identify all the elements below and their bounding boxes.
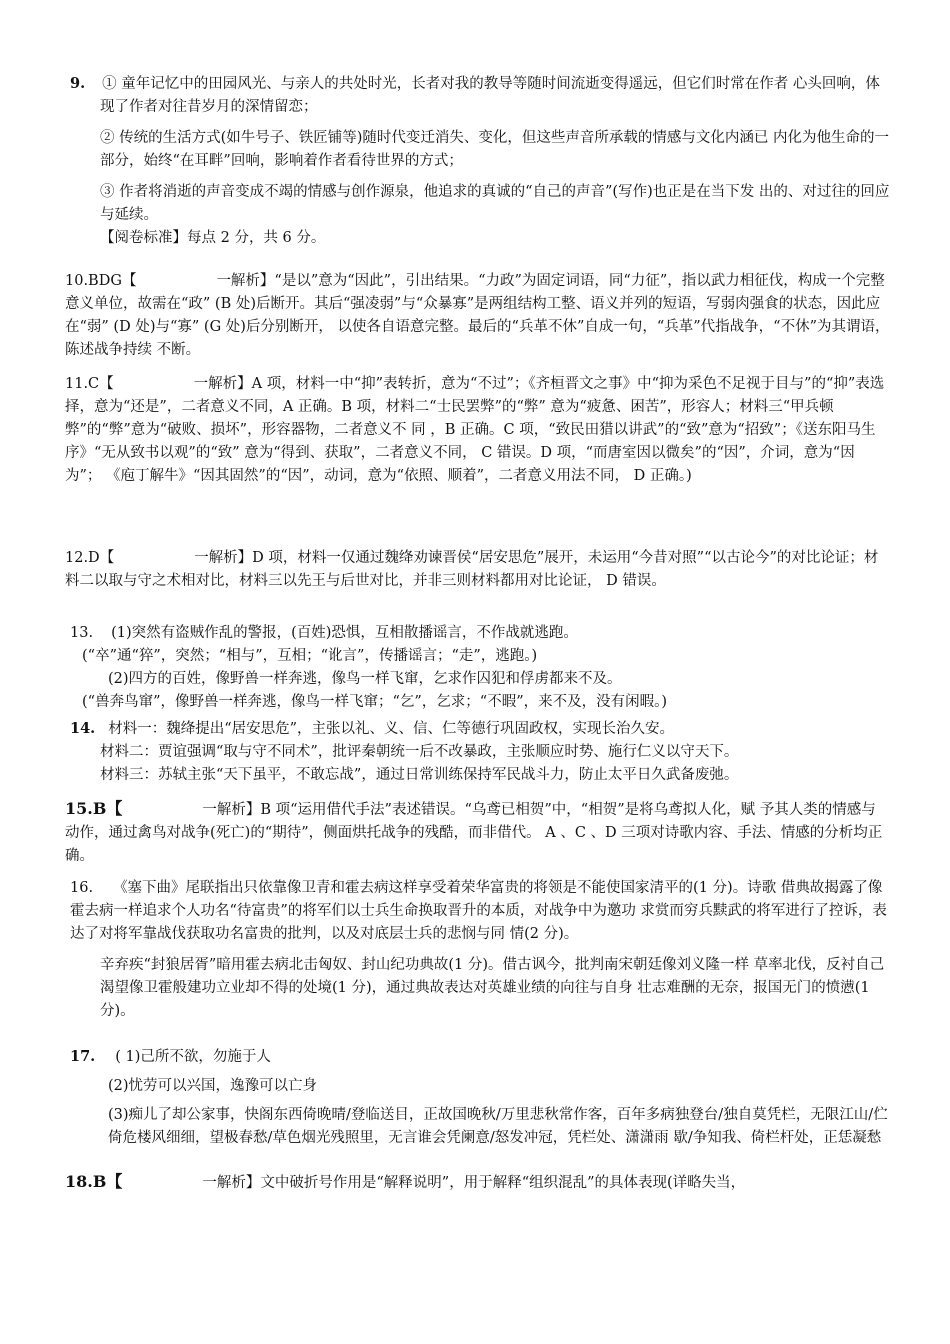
- material-2: 材料二：贾谊强调“取与守不同术”，批评秦朝统一后不改暴政，主张顺应时势、施行仁义以守天下。: [100, 744, 739, 760]
- question-number: 15.B: [65, 799, 107, 818]
- answer-point-3: ③ 作者将消逝的声音变成不竭的情感与创作源泉，他追求的真诚的“自己的声音”(写作)也正是在当下发 出的、对过往的回应与延续。: [100, 184, 890, 223]
- bracket: 【: [106, 1172, 123, 1191]
- answer-point-1: ① 童年记忆中的田园风光、与亲人的共处时光，长者对我的教导等随时间流逝变得遥远，但它们时常在作者 心头回响，体现了作者对往昔岁月的深情留恋；: [100, 76, 880, 115]
- answer-1: ( 1)己所不欲，勿施于人: [115, 1049, 271, 1065]
- translation-2: (2)四方的百姓，像野兽一样奔逃，像鸟一样飞窜，乞求作囚犯和俘虏都来不及。: [108, 671, 622, 687]
- question-18: [65, 1170, 890, 1195]
- question-number: 17.: [70, 1048, 96, 1065]
- question-13: [70, 622, 890, 714]
- bracket: 【: [99, 376, 114, 392]
- question-14: [70, 717, 890, 787]
- grading-standard: 【阅卷标准】每点 2 分，共 6 分。: [100, 230, 326, 246]
- note-2: (“兽奔鸟窜”，像野兽一样奔逃，像鸟一样飞窜；“乞”，乞求；“不暇”，来不及，没有闲暇。): [82, 694, 668, 710]
- bracket: 【: [99, 550, 115, 566]
- answer-3: (3)痴儿了却公家事，快阁东西倚晚晴/登临送目，正故国晚秋/万里悲秋常作客，百年多病独登台/独自莫凭栏，无限江山/伫倚危楼风细细，望极春愁/草色烟光残照里，无言谁会凭阑意/怒发冲冠，凭栏处、潇潇雨 歇/争知我、倚栏杆处，正恁凝愁: [108, 1107, 888, 1146]
- bracket: 【: [121, 273, 137, 289]
- answer-point-2: ② 传统的生活方式(如牛号子、铁匠铺等)随时代变迁消失、变化，但这些声音所承载的情感与文化内涵已 内化为他生命的一部分，始终“在耳畔”回响，影响着作者看待世界的方式；: [100, 130, 890, 169]
- note-1: (“卒”通“猝”，突然；“相与”，互相；“讹言”，传播谣言；“走”，逃跑。): [82, 648, 538, 664]
- question-16: [70, 877, 890, 1023]
- material-1: 材料一：魏绛提出“居安思危”，主张以礼、义、信、仁等德行巩固政权，实现长治久安。: [108, 721, 675, 737]
- question-11: [65, 373, 890, 488]
- question-number: 18.B: [65, 1172, 107, 1191]
- answer-2: (2)忧劳可以兴国，逸豫可以亡身: [108, 1078, 318, 1094]
- answer-paragraph-1: 《塞下曲》尾联指出只依靠像卫青和霍去病这样享受着荣华富贵的将领是不能使国家清平的(1 分)。诗歌 借典故揭露了像霍去病一样追求个人功名“待富贵”的将军们以士兵生命换取晋升的本质，对战争中为邀功 求赏而穷兵黩武的将军进行了控诉，表达了对将军靠战伐获取功名富贵的批判，以及对底层士兵的悲悯与同 情(2 分)。: [70, 880, 887, 942]
- answer-paragraph-2: 辛弃疾“封狼居胥”暗用霍去病北击匈奴、封山纪功典故(1 分)。借古讽今，批判南宋朝廷像刘义隆一样 草率北伐，反衬自己渴望像卫霍般建功立业却不得的处境(1 分)，通过典故表达对英雄业绩的向往与自身 壮志难酬的无奈，报国无门的愤懑(1 分)。: [100, 957, 885, 1019]
- question-number: 12.D: [65, 550, 100, 566]
- analysis-text: 一解析】文中破折号作用是“解释说明”，用于解释“组织混乱”的具体表现(详略失当，: [202, 1175, 746, 1191]
- material-3: 材料三：苏轼主张“天下虽平，不敢忘战”，通过日常训练保持军民战斗力，防止太平日久武备废弛。: [100, 767, 739, 783]
- question-number: 16.: [70, 880, 94, 896]
- question-12: [65, 547, 890, 593]
- question-10: [65, 270, 890, 362]
- question-17: [70, 1045, 890, 1150]
- analysis-text: 一解析】B 项“运用借代手法”表述错误。“乌鸢已相贺”中，“相贺”是将乌鸢拟人化，赋 予其人类的情感与动作，通过禽鸟对战争(死亡)的“期待”，侧面烘托战争的残酷，而非借代。 A 、C 、D 三项对诗歌内容、手法、情感的分析均正确。: [65, 802, 883, 864]
- bracket: 【: [106, 799, 123, 818]
- question-number: 11.C: [65, 376, 100, 392]
- analysis-text: 一解析】“是以”意为“因此”，引出结果。“力政”为固定词语，同“力征”，指以武力相征伐，构成一个完整意义单位，故需在“政” (B 处)后断开。其后“强凌弱”与“众暴寡”是两组结构工整、语义并列的短语，写弱肉强食的状态，因此应在“弱” (D 处)与“寡” (G 处)后分别断开， 以使各自语意完整。最后的“兵革不休”自成一句，“兵革”代指战争，“不休”为其谓语，陈述战争持续 不断。: [65, 273, 890, 358]
- question-number: 9.: [70, 75, 86, 92]
- analysis-text: 一解析】A 项，材料一中“抑”表转折，意为“不过”；《齐桓晋文之事》中“抑为采色不足视于目与”的“抑”表选择，意为“还是”，二者意义不同，A 正确。B 项，材料二“士民罢弊”的“弊” 意为“疲惫、困苦”，形容人；材料三“甲兵顿弊”的“弊”意为“破败、损坏”，形容器物，二者意义不 同 ，B 正确。C 项，“致民田猎以讲武”的“致”意为“招致”；《送东阳马生序》“无从致书以观”的“致” 意为“得到、获取”，二者意义不同， C 错误。D 项，“而唐室因以微矣”的“因”，介词，意为“因为”； 《庖丁解牛》“因其固然”的“因”，动词，意为“依照、顺着”，二者意义用法不同， D 正确。): [65, 376, 885, 484]
- question-number: 13.: [70, 625, 94, 641]
- question-number: 10.BDG: [65, 273, 122, 289]
- analysis-text: 一解析】D 项，材料一仅通过魏绛劝谏晋侯“居安思危”展开，未运用“今昔对照”“以古论今”的对比论证；材料二以取与守之术相对比，材料三以先王与后世对比，并非三则材料都用对比论证， D 错误。: [65, 550, 879, 589]
- question-9: [70, 72, 890, 250]
- question-number: 14.: [70, 720, 96, 737]
- translation-1: (1)突然有盗贼作乱的警报，(百姓)恐惧，互相散播谣言，不作战就逃跑。: [111, 625, 578, 641]
- question-15: [65, 797, 890, 868]
